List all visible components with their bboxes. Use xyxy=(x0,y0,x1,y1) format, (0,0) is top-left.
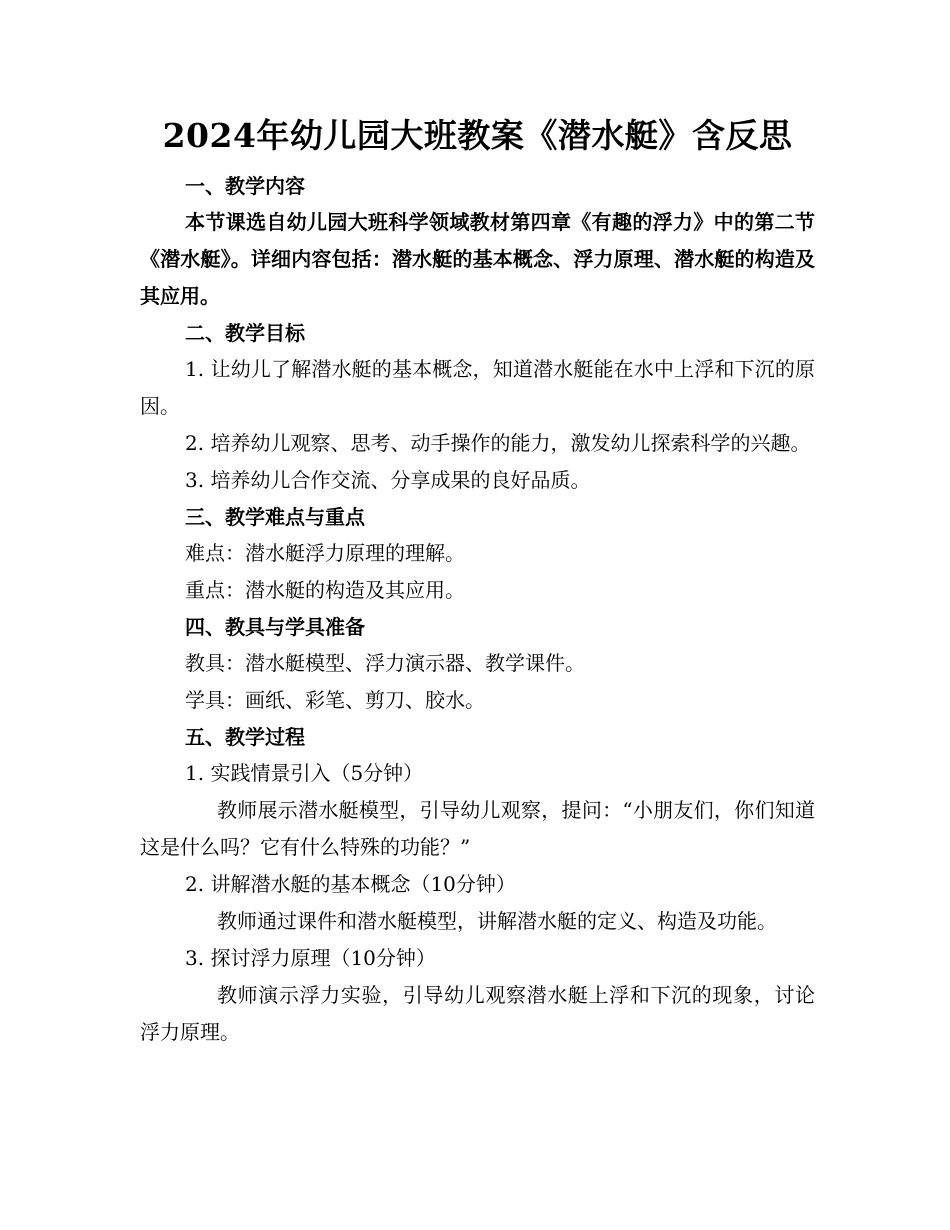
section-heading: 三、教学难点与重点 xyxy=(185,505,365,529)
paragraph: 3. 培养幼儿合作交流、分享成果的良好品质。 xyxy=(185,468,591,492)
paragraph: 1. 让幼儿了解潜水艇的基本概念，知道潜水艇能在水中上浮和下沉的原因。 xyxy=(140,357,815,418)
section-heading: 五、教学过程 xyxy=(185,725,305,749)
document-content xyxy=(140,112,815,1051)
paragraph: 学具：画纸、彩笔、剪刀、胶水。 xyxy=(185,688,485,712)
paragraph: 教师通过课件和潜水艇模型，讲解潜水艇的定义、构造及功能。 xyxy=(217,909,777,933)
paragraph: 重点：潜水艇的构造及其应用。 xyxy=(185,578,465,602)
section-heading: 四、教具与学具准备 xyxy=(185,615,365,639)
paragraph: 难点：潜水艇浮力原理的理解。 xyxy=(185,541,465,565)
paragraph: 2. 讲解潜水艇的基本概念（10分钟） xyxy=(185,872,516,896)
paragraph: 教师展示潜水艇模型，引导幼儿观察，提问：“小朋友们，你们知道这是什么吗？它有什么特殊的功能？” xyxy=(140,798,815,859)
section-heading: 一、教学内容 xyxy=(185,174,305,198)
paragraph: 教师演示浮力实验，引导幼儿观察潜水艇上浮和下沉的现象，讨论浮力原理。 xyxy=(140,983,815,1044)
document-title: 2024年幼儿园大班教案《潜水艇》含反思 xyxy=(162,116,793,155)
paragraph: 本节课选自幼儿园大班科学领域教材第四章《有趣的浮力》中的第二节《潜水艇》。详细内容包括：潜水艇的基本概念、浮力原理、潜水艇的构造及其应用。 xyxy=(140,210,815,308)
paragraph: 2. 培养幼儿观察、思考、动手操作的能力，激发幼儿探索科学的兴趣。 xyxy=(185,431,811,455)
paragraph: 1. 实践情景引入（5分钟） xyxy=(185,761,424,785)
paragraph: 教具：潜水艇模型、浮力演示器、教学课件。 xyxy=(185,651,585,675)
paragraph: 3. 探讨浮力原理（10分钟） xyxy=(185,946,436,970)
section-heading: 二、教学目标 xyxy=(185,321,305,345)
